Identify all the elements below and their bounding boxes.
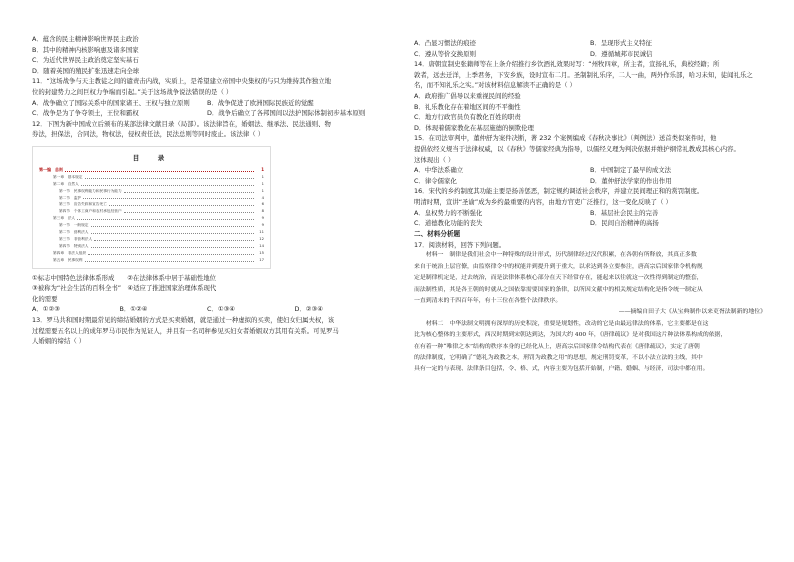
toc-page-number: 11 <box>259 230 264 235</box>
material-2-line: 比为核心整体的主要形式，西汉时期到宋朝达到达，为国大约 400 年，《唐律疏议》是对我国这片种法体系构成的依据， <box>414 332 727 339</box>
question-14-line: 名，而不知礼乐之实。”对该材料信息解读不正确的是（ ） <box>414 81 576 90</box>
option-b: B．呈现形式主义特征 <box>590 39 652 47</box>
option-c: C．战争是为了争夺领土，王位和霸权 <box>32 109 139 118</box>
toc-page-number: 1 <box>261 166 264 172</box>
option-d: D．战争后确立了各邦国间以法护国际体制初步基本原则 <box>207 109 366 118</box>
question-15-line: 15．在司法审判中，董仲舒为案件决断，著 232 个案例编成《春秋决事比》（判例法）送首类似案件时，他 <box>414 134 717 143</box>
toc-entry-label: 第一编 总则 <box>39 166 63 172</box>
toc-row <box>39 257 264 264</box>
toc-entry-label: 第三节 非营利法人 <box>59 237 93 241</box>
option-d: D．董仲舒法学家的作出作用 <box>590 176 672 185</box>
question-13-line: 13．罗马共和国时期最常见的缔结婚姻的方式是买卖婚姻，就是通过一种虚拟的买卖，使妇女归属夫权，该 <box>32 316 335 324</box>
toc-page-number: 1 <box>261 174 264 179</box>
material-2-line: 材料二 中华法制文明拥有深厚的历史积淀，重要是规划性，改动的它是由最远律法的体系，它主要都是在这 <box>414 320 709 327</box>
toc-page-number: 9 <box>261 216 264 221</box>
question-16-line: 16．宋代的乡约制度其功能主要是扬善惩恶，制定规约调适社会秩序，并建立民间理正和的赏罚制度。 <box>414 187 704 196</box>
toc-entry-label: 第四章 非法人组织 <box>53 250 87 255</box>
toc-leader-dots <box>81 181 254 186</box>
toc-entry-label: 第四节 特别法人 <box>59 243 89 248</box>
toc-leader-dots <box>65 167 254 172</box>
option-line: D．体现着儒家教化在基层施德的倒欺伦理 <box>414 123 534 132</box>
toc-leader-dots <box>91 222 255 227</box>
left-column <box>32 34 382 347</box>
option-line: A．政府推广倡导以来重视民间的经验 <box>414 91 521 100</box>
option-c: C．遵从等价交换原则 <box>414 49 476 58</box>
toc-entry-label: 第五章 民事权利 <box>53 257 83 262</box>
material-2-line: 在有着一种“唯律之本”结构的秩序本身的已经化从上，唐高宗后国家律令结构代表在《唐律疏议》，实定了唐朝 <box>414 343 700 350</box>
question-13-options-row <box>414 49 766 60</box>
material-1-line: 材料一 制律是我们社会中一种特殊的设计形式，历代制律经过汉代积累，在各朝有所释放，其真正多数 <box>414 252 697 259</box>
option-b: B．中国制定了最早的成文法 <box>590 166 672 175</box>
toc-entry-label: 第一节 民事权利能力和民事行为能力 <box>59 188 122 193</box>
toc-page-number: 8 <box>261 209 264 214</box>
table-of-contents-figure <box>32 146 271 269</box>
toc-leader-dots <box>91 243 255 248</box>
option-b: B．①②④ <box>119 305 148 314</box>
toc-leader-dots <box>83 195 254 200</box>
question-11-line: 11．“这场战争与天主教徒之间的谴责击内战，实质上，是希望建立帝国中央集权的与只为维持其作独立地 <box>32 77 332 86</box>
question-13-line: 人婚姻的缔结（ ） <box>32 337 86 346</box>
toc-entry-label: 第一节 一般规定 <box>59 223 89 228</box>
question-11-options-row <box>32 108 382 119</box>
toc-row <box>39 236 264 243</box>
material-1-source: ——摘编自田子大《从宝典制作以来吏胥法制新的地位》 <box>618 309 766 316</box>
option-line: C．为近代世界民主政治奠定坚实基石 <box>32 56 139 65</box>
toc-leader-dots <box>91 229 255 234</box>
option-a: A．中华法系确立 <box>414 166 464 175</box>
question-15-options-row <box>414 165 766 176</box>
option-a: A．凸显习惯法的痕迹 <box>414 39 476 47</box>
toc-leader-dots <box>94 236 254 241</box>
question-13-options-row <box>414 38 766 49</box>
toc-row <box>39 195 264 202</box>
statement-line: ①标志中国特色法律体系形成 ②在法律体系中居于基础性地位 <box>32 273 217 282</box>
toc-rows <box>39 167 264 264</box>
toc-row <box>39 181 264 188</box>
question-15-options-row <box>414 176 766 187</box>
option-line: B．其中的精神内核影响惠及诸多国家 <box>32 45 139 54</box>
question-15-line: 这体现出（ ） <box>414 155 455 164</box>
toc-row <box>39 174 264 181</box>
toc-leader-dots <box>85 174 255 179</box>
question-13-line: 过程需要五名以上的成年罗马市民作为见证人，并且有一名司秤参见买妇女者婚姻双方其用有关系。可见罗马 <box>32 326 339 335</box>
question-11-options-row <box>32 98 382 109</box>
right-column <box>414 38 766 376</box>
toc-leader-dots <box>77 215 254 220</box>
option-a: A．皇权势力的不断强化 <box>414 208 483 217</box>
toc-row <box>39 188 264 195</box>
option-line: A．蕴含的民主精神影响世界民主政治 <box>32 35 139 43</box>
option-line: B．礼乐教化存在着地区间的不平衡性 <box>414 102 521 111</box>
toc-entry-label: 第三节 宣告失踪和宣告死亡 <box>59 202 107 207</box>
material-1-line: 一直到清末的千四百年年，有十三位在各整个法律秩序。 <box>414 297 562 304</box>
question-16-options-row <box>414 208 766 219</box>
toc-entry-label: 第三章 法人 <box>53 216 76 221</box>
question-16-line: 明清时期，宣讲“圣谕”成为乡约最重要的内容，由地方官吏广泛推行，这一变化反映了（ ） <box>414 197 672 206</box>
toc-entry-label: 第一章 基本规定 <box>53 174 83 179</box>
toc-page-number: 6 <box>261 202 264 207</box>
toc-page-number: 15 <box>259 250 264 255</box>
option-a: A．战争确立了国际关系中的国家诸王、王权与独立原则 <box>32 98 190 107</box>
toc-leader-dots <box>88 250 254 255</box>
toc-entry-label: 第二节 营利法人 <box>59 230 89 235</box>
question-12-line: 12．下图为新中国成立后颁布的某部法律文献目录（局部）。该法律旨在，婚姻法、继承法、民法通则、物 <box>32 119 331 128</box>
option-d: D．②③④ <box>294 305 323 314</box>
material-2-line: 具有一定的与表现、法律条目包括，令、格、式，内容主要为包括开始制，户籍、婚姻、与经济，司法中都在用。 <box>414 366 709 373</box>
option-b: B．基层社会民主的完善 <box>590 208 659 217</box>
toc-page-number: 12 <box>259 237 264 241</box>
option-c: C．道德教化功能的丧失 <box>414 219 483 228</box>
material-1-line: 而法制性质，其是各王朝的时就从之国依靠需要国家的条律，以所因文献中的相关规定结构化是指令统一制定从 <box>414 286 703 293</box>
toc-leader-dots <box>85 257 255 262</box>
toc-row <box>39 215 264 222</box>
option-line: D．随着英国的殖民扩张迅速走向全球 <box>32 66 140 75</box>
material-2-line: 的法律制度，它明确了“德礼为政教之本，刑罚为政教之用”的思想，规定刑罚变革，不以小法立法的主线，其中 <box>414 354 703 361</box>
toc-page-number: 17 <box>259 257 264 262</box>
question-12-options-row <box>32 304 382 315</box>
toc-row <box>39 167 264 174</box>
toc-page-number: 4 <box>261 195 264 200</box>
statement-line: 化的需要 <box>32 294 58 303</box>
toc-title: 目 录 <box>132 153 171 162</box>
question-16-options-row <box>414 218 766 229</box>
question-14-line: 敦者，远去迁洋，上季君务，下安乡族，设时宣布二月。圣制制礼乐序，二人一曲，两外作乐部，哈习未知，徒闻礼乐之 <box>414 70 753 79</box>
question-17-intro: 17．阅读材料，回答下列问题。 <box>414 240 506 249</box>
toc-row <box>39 222 264 229</box>
toc-page-number: 9 <box>261 223 264 228</box>
toc-entry-label: 第四节 个体工商户和农村承包经营户 <box>59 209 122 214</box>
statement-line: ③被称为“社会生活的百科全书” ④适应了推进国家治理体系现代 <box>32 284 217 293</box>
question-11-line: 位的封建势力之间巨权力争端而引起。”关于这场战争说法错误的是（ ） <box>32 87 233 96</box>
option-line: C．地方行政官员负有教化百姓的职责 <box>414 113 521 122</box>
option-b: B．战争促进了欧洲国际民族近的觉醒 <box>207 98 314 107</box>
toc-leader-dots <box>124 188 254 193</box>
toc-row <box>39 201 264 208</box>
toc-row <box>39 250 264 257</box>
toc-leader-dots <box>109 201 254 206</box>
toc-entry-label: 第二节 监护 <box>59 195 82 200</box>
question-15-line: 提倡依经义规当于法律权威，以《春秋》等儒家经典为指导，以儒经义理为判决依据并维护纲常礼教成其核心内容。 <box>414 144 740 153</box>
toc-row <box>39 243 264 250</box>
option-c: C．律令儒家化 <box>414 176 457 185</box>
toc-page-number: 1 <box>261 188 264 193</box>
question-14-line: 14．唐朝宣制史张籍师等在上条介绍推行乡饮酒礼效果时写：“州牧四章，所主者，宣扬礼乐，典校经籍；所 <box>414 60 720 69</box>
toc-row <box>39 229 264 236</box>
toc-entry-label: 第二章 自然人 <box>53 181 79 186</box>
material-1-line: 来自于统治上层官僚，由监察律令中的权能并到提升到于重大，以求达到各立要参注，唐高宗后国家律令机构规 <box>414 263 703 270</box>
material-1-line: 定是制律机定是，过去统治，而是法律体系核心部分在天下经常存在，能起来以往就这一次性得到制定的整套， <box>414 275 703 282</box>
option-d: D．遵循城邦市民诚信 <box>590 49 653 58</box>
question-12-line: 券法，担保法，合同法，物权法，侵权责任法，民法总则等同时废止。该法律（ ） <box>32 130 265 139</box>
toc-row <box>39 208 264 215</box>
option-d: D．民间自治精神的高扬 <box>590 219 659 228</box>
toc-page-number: 1 <box>261 181 264 186</box>
option-c: C．①③④ <box>207 305 236 314</box>
section-heading: 二、材料分析题 <box>414 229 461 238</box>
option-a: A．①②③ <box>32 305 60 314</box>
toc-page-number: 14 <box>259 243 264 248</box>
toc-leader-dots <box>124 208 254 213</box>
